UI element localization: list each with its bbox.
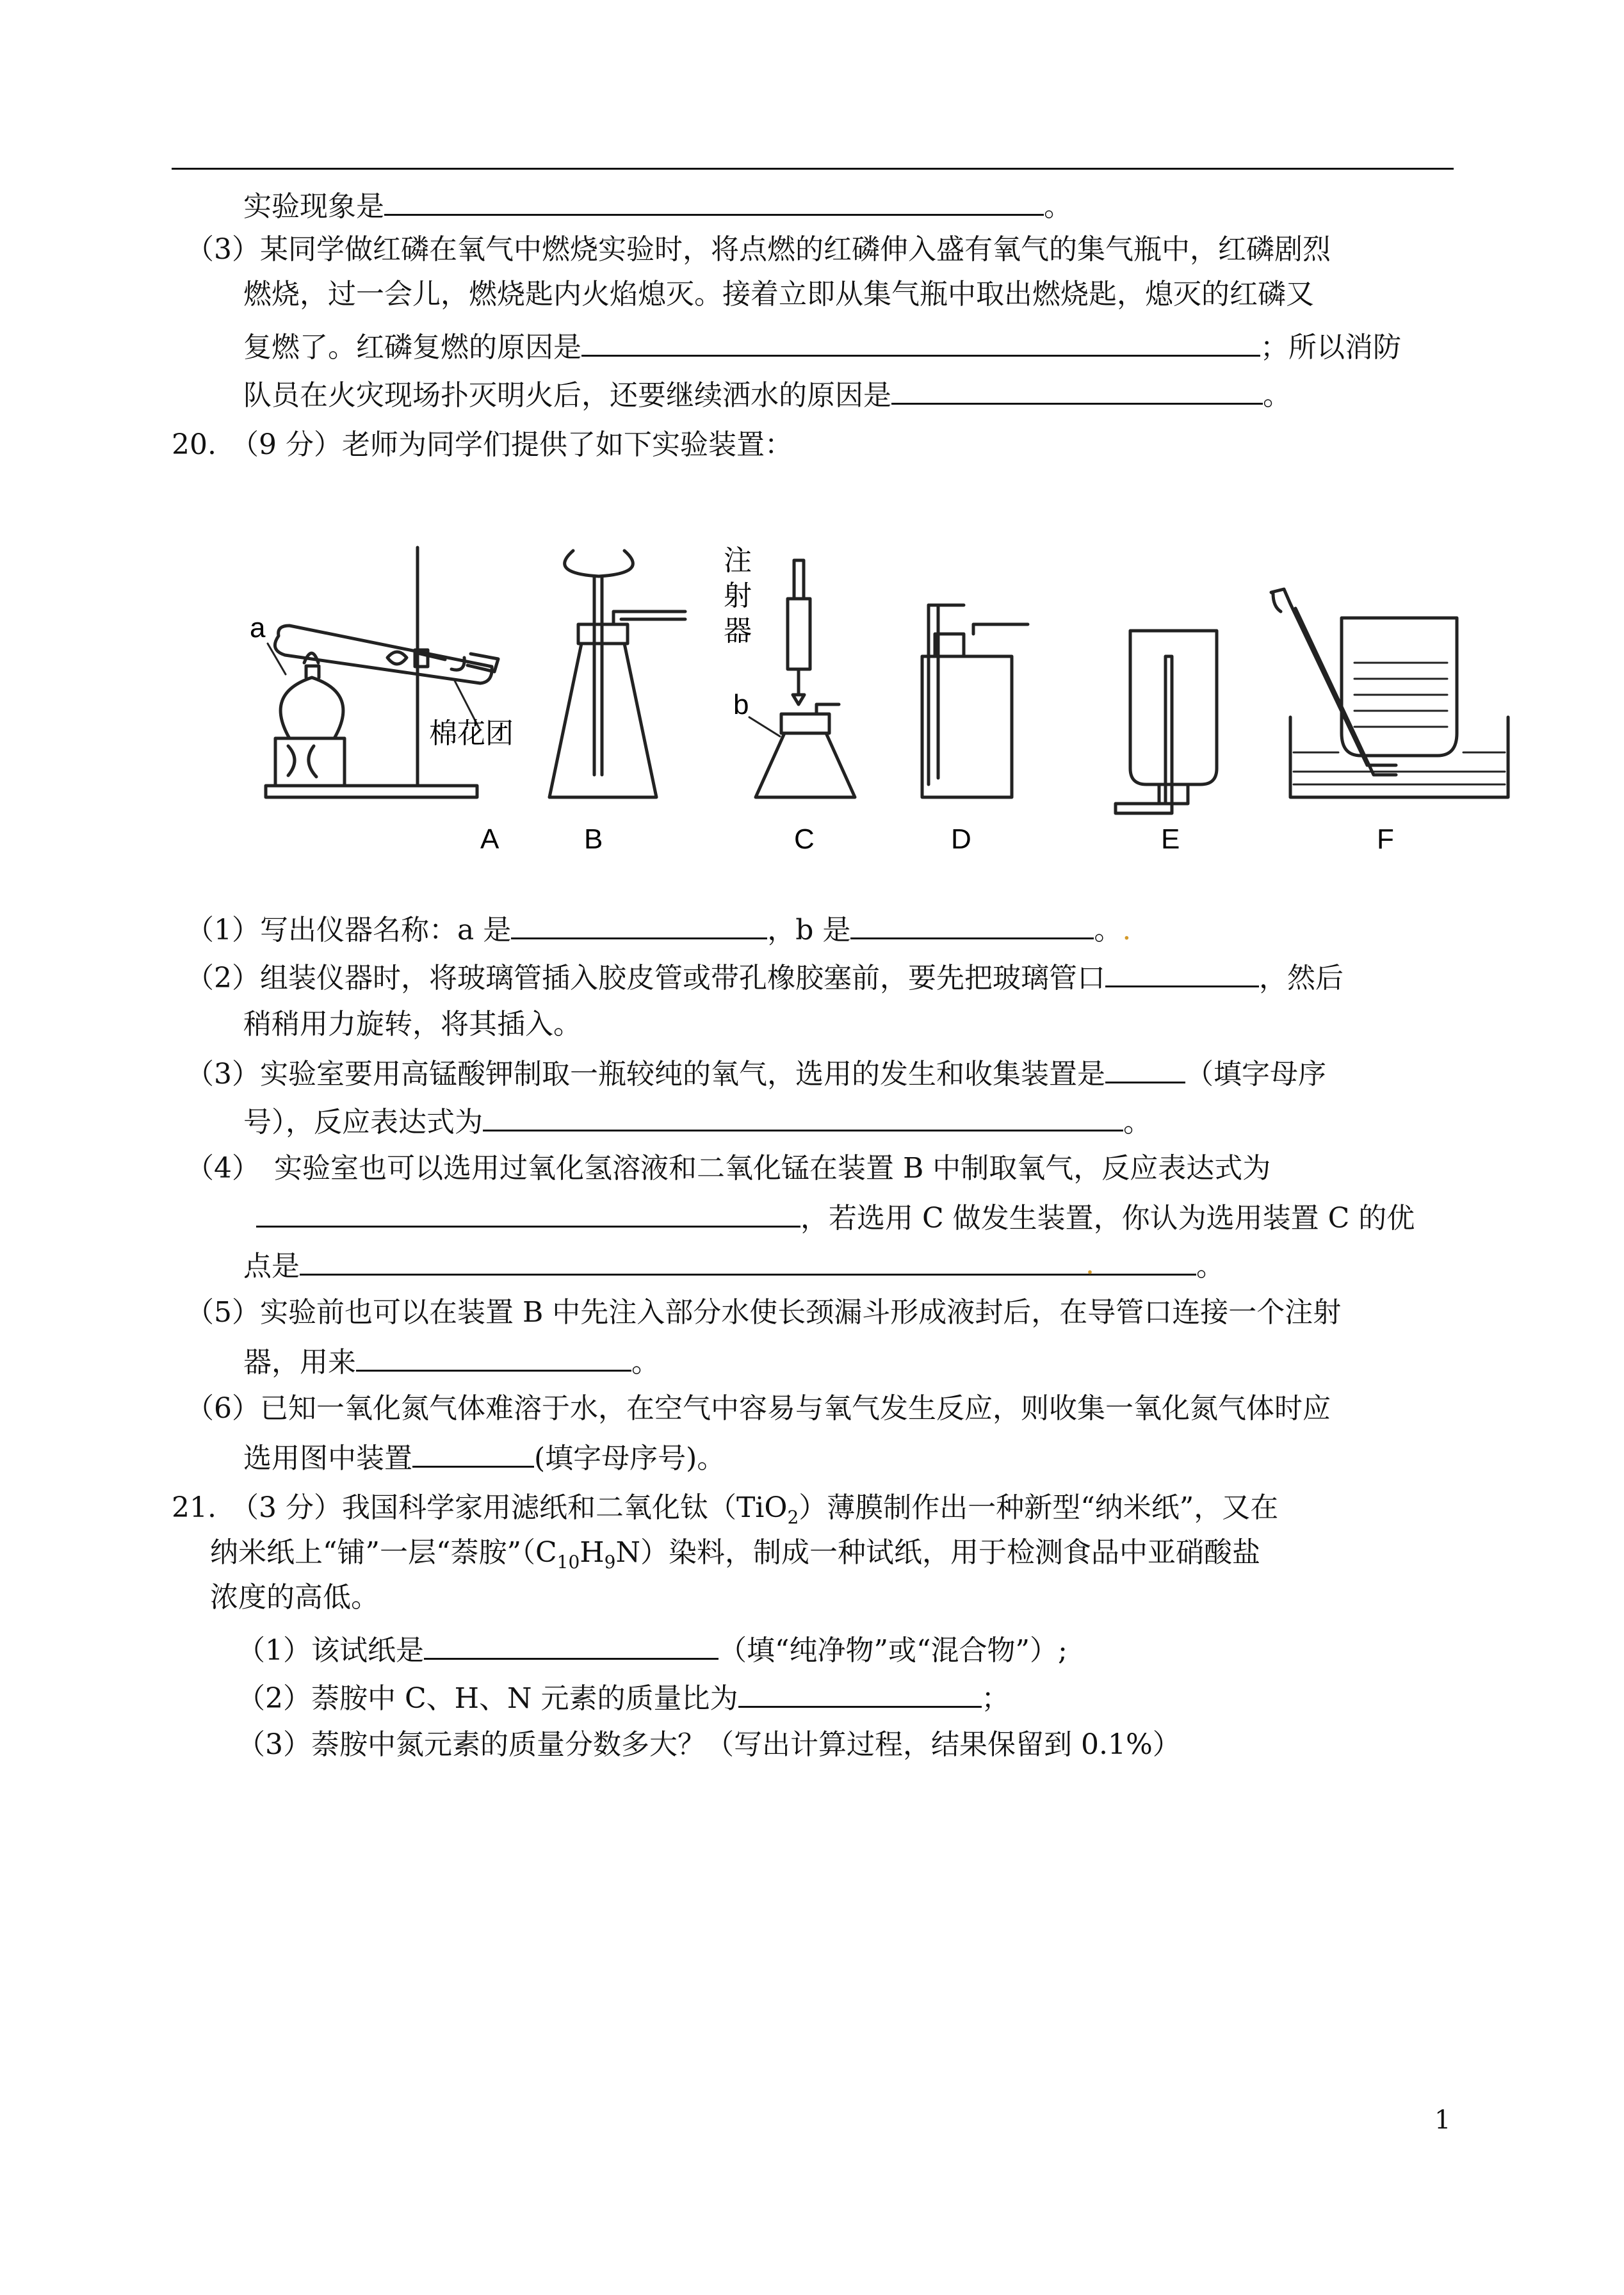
label-instrument-b: b: [733, 689, 749, 720]
answer-blank[interactable]: [1105, 957, 1259, 987]
label-C: C: [794, 823, 815, 855]
label-syringe-2: 射: [724, 580, 752, 612]
apparatus-f: [1271, 589, 1508, 797]
q20-s4-line3: 点是 。 .: [243, 1245, 1224, 1286]
answer-blank[interactable]: [424, 1630, 719, 1660]
q20-s2-line1: （2）组装仪器时，将玻璃管插入胶皮管或带孔橡胶塞前，要先把玻璃管口 ，然后: [186, 957, 1344, 998]
apparatus-a: [266, 547, 498, 797]
answer-blank[interactable]: [300, 1245, 1196, 1276]
q20-s3-line2: 号），反应表达式为 。: [243, 1101, 1151, 1142]
q19-p3-line4: 队员在火灾现场扑灭明火后，还要继续洒水的原因是 。: [243, 375, 1291, 415]
answer-blank-b[interactable]: [850, 909, 1094, 939]
label-A: A: [480, 823, 499, 855]
q20-s4-line1: （4） 实验室也可以选用过氧化氢溶液和二氧化锰在装置 B 中制取氧气，反应表达式为: [186, 1152, 1271, 1185]
q21-s2: （2）萘胺中 C、H、N 元素的质量比为 ；: [237, 1678, 1010, 1718]
q20-title: 20. （9 分）老师为同学们提供了如下实验装置：: [172, 428, 793, 461]
q19-p3-line1: （3）某同学做红磷在氧气中燃烧实验时，将点燃的红磷伸入盛有氧气的集气瓶中，红磷剧烈: [186, 233, 1331, 266]
q20-s1: （1）写出仪器名称：a 是 ，b 是 。.: [186, 909, 1131, 950]
q20-s6-line2: 选用图中装置 (填字母序号)。: [243, 1438, 725, 1478]
answer-blank[interactable]: [356, 1342, 631, 1372]
q19-observation-line: 实验现象是 。: [243, 186, 1072, 226]
q19-p3-line2: 燃烧，过一会儿，燃烧匙内火焰熄灭。接着立即从集气瓶中取出燃烧匙，熄灭的红磷又: [243, 278, 1314, 311]
label-D: D: [951, 823, 971, 855]
label-syringe-3: 器: [724, 615, 752, 647]
apparatus-c: [749, 560, 855, 797]
q20-s5-line1: （5）实验前也可以在装置 B 中先注入部分水使长颈漏斗形成液封后，在导管口连接一个注射: [186, 1296, 1342, 1329]
q20-s2-line2: 稍稍用力旋转，将其插入。: [243, 1008, 581, 1041]
label-F: F: [1377, 823, 1394, 855]
apparatus-d: [922, 605, 1028, 797]
answer-blank[interactable]: [738, 1678, 982, 1708]
answer-blank[interactable]: [412, 1438, 534, 1468]
q21-line2: 纳米纸上“铺”一层“萘胺$”(C_{10}H_9N)$染料，制成一种试纸，用于检测食品中亚硝酸盐: [210, 1536, 1260, 1573]
answer-blank[interactable]: [891, 375, 1263, 405]
q21-s1: （1）该试纸是 （填“纯净物”或“混合物”）;: [237, 1630, 1068, 1670]
answer-blank-a[interactable]: [511, 909, 767, 939]
q20-s6-line1: （6）已知一氧化氮气体难溶于水，在空气中容易与氧气发生反应，则收集一氧化氮气体时应: [186, 1392, 1331, 1425]
page-number: 1: [1434, 2105, 1451, 2135]
label-syringe-1: 注: [724, 544, 752, 577]
q21-line1: 21. （3 分）我国科学家用滤纸和二氧化钛（TiO$_2$）薄膜制作出一种新型“纳米纸”，又在: [172, 1491, 1279, 1528]
label-cotton: 棉花团: [429, 717, 514, 750]
answer-blank[interactable]: [483, 1101, 1123, 1131]
answer-blank[interactable]: [256, 1197, 800, 1228]
q21-s3: （3）萘胺中氮元素的质量分数多大？（写出计算过程，结果保留到 0.1%）: [237, 1728, 1181, 1761]
q20-s3-line1: （3）实验室要用高锰酸钾制取一瓶较纯的氧气，选用的发生和收集装置是 （填字母序: [186, 1053, 1326, 1094]
header-rule: [172, 168, 1454, 170]
q19-p3-line3: 复燃了。红磷复燃的原因是 ；所以消防: [243, 327, 1401, 367]
q20-s5-line2: 器，用来 。: [243, 1342, 660, 1382]
apparatus-figure: [243, 522, 1511, 855]
answer-blank[interactable]: [581, 327, 1260, 357]
label-B: B: [584, 823, 603, 855]
apparatus-e: [1116, 631, 1217, 813]
apparatus-b: [549, 551, 685, 797]
label-instrument-a: a: [250, 612, 266, 644]
label-E: E: [1161, 823, 1180, 855]
answer-blank[interactable]: [1105, 1053, 1185, 1083]
q21-line3: 浓度的高低。: [210, 1581, 379, 1614]
q20-s4-line2: ，若选用 C 做发生装置，你认为选用装置 C 的优: [256, 1197, 1415, 1238]
answer-blank[interactable]: [384, 186, 1044, 216]
